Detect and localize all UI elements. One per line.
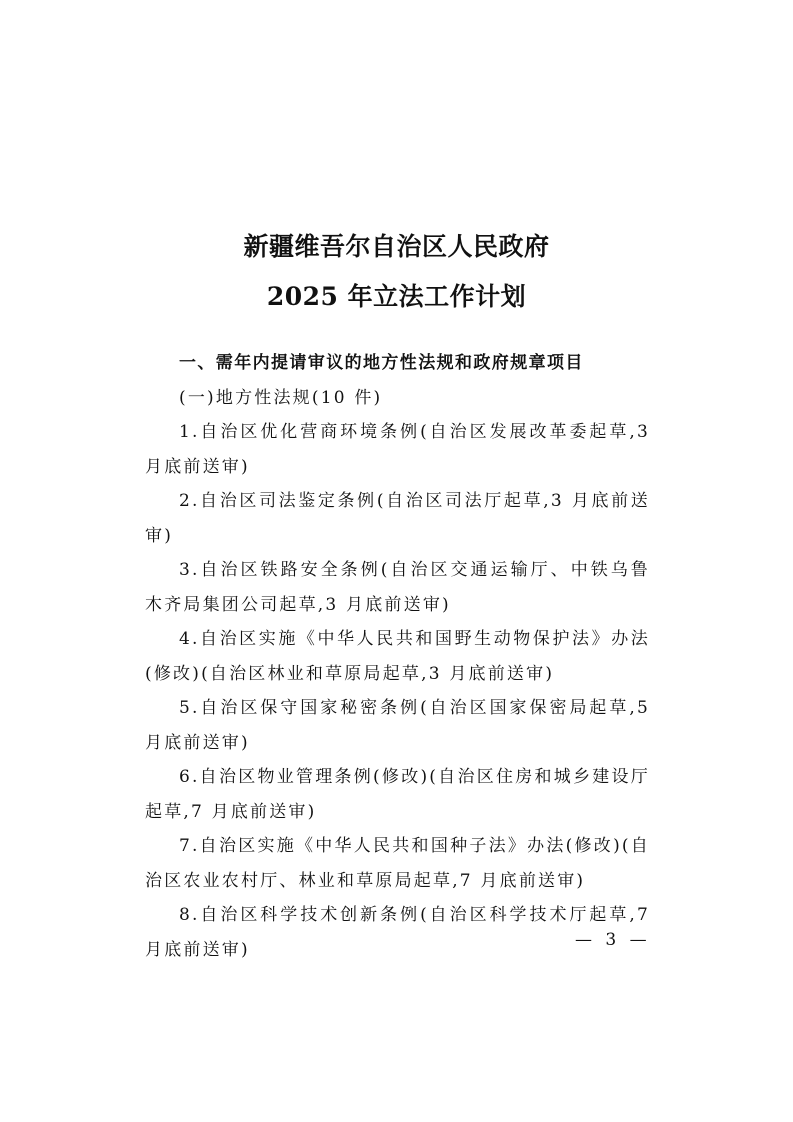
title-line-1: 新疆维吾尔自治区人民政府 bbox=[243, 232, 550, 261]
page-number: — 3 — bbox=[575, 930, 651, 950]
section-heading: 一、需年内提请审议的地方性法规和政府规章项目 bbox=[179, 353, 584, 373]
list-item: 7.自治区实施《中华人民共和国种子法》办法(修改)(自治区农业农村厅、林业和草原局起草,7 月底前送审) bbox=[145, 836, 650, 891]
list-item: 1.自治区优化营商环境条例(自治区发展改革委起草,3 月底前送审) bbox=[145, 422, 650, 477]
title-line-2: 2025 年立法工作计划 bbox=[266, 282, 527, 311]
list-item: 6.自治区物业管理条例(修改)(自治区住房和城乡建设厅起草,7 月底前送审) bbox=[145, 767, 650, 822]
document-body bbox=[145, 346, 650, 967]
list-item: 8.自治区科学技术创新条例(自治区科学技术厅起草,7 月底前送审) bbox=[145, 905, 650, 960]
list-item: 4.自治区实施《中华人民共和国野生动物保护法》办法(修改)(自治区林业和草原局起草,3 月底前送审) bbox=[145, 629, 650, 684]
list-item: 3.自治区铁路安全条例(自治区交通运输厅、中铁乌鲁木齐局集团公司起草,3 月底前送审) bbox=[145, 560, 650, 615]
subsection-heading: (一)地方性法规(10 件) bbox=[179, 387, 383, 408]
list-item: 5.自治区保守国家秘密条例(自治区国家保密局起草,5 月底前送审) bbox=[145, 698, 650, 753]
list-item: 2.自治区司法鉴定条例(自治区司法厅起草,3 月底前送审) bbox=[145, 491, 650, 546]
document-title bbox=[0, 222, 793, 322]
